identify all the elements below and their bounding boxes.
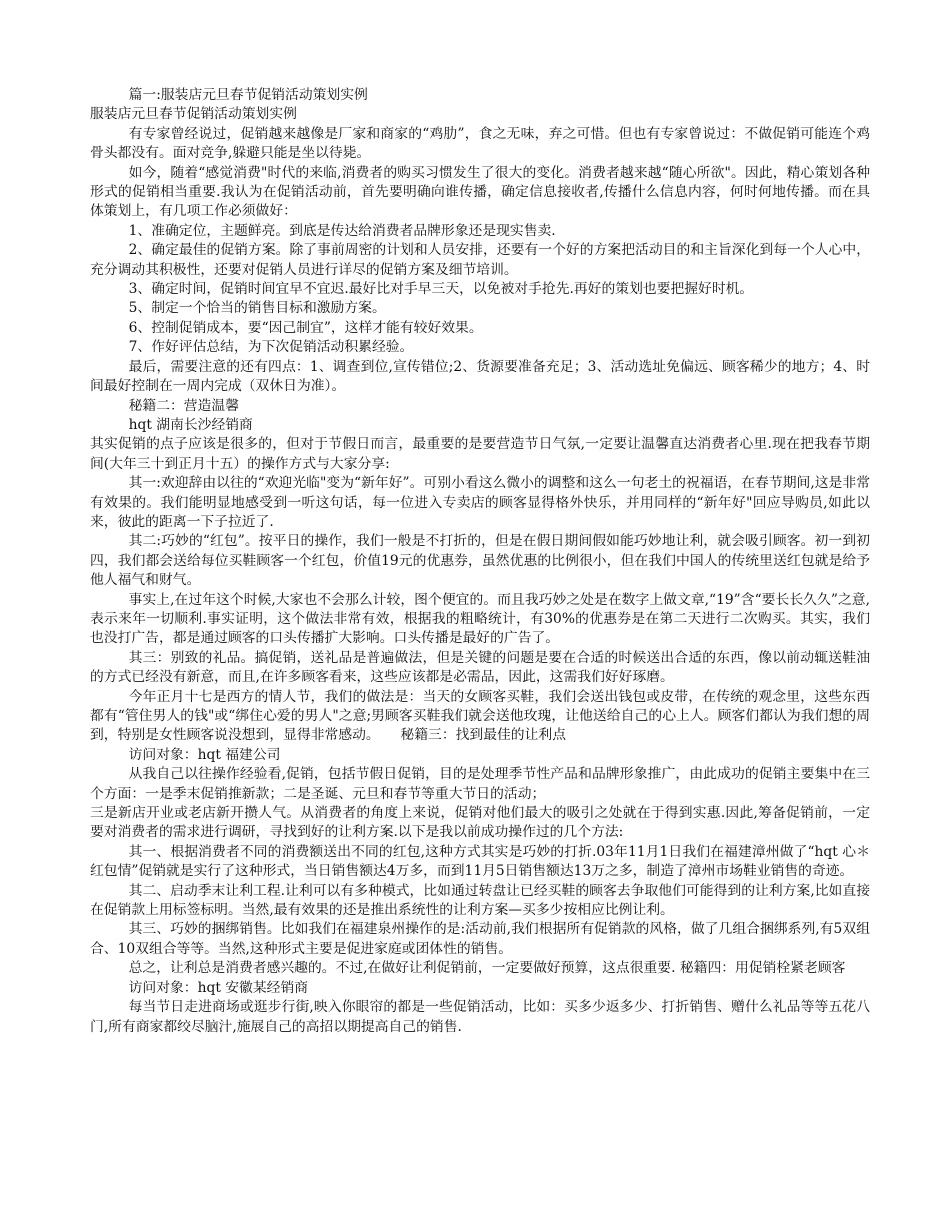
section-heading: 篇一:服装店元旦春节促销活动策划实例: [128, 87, 368, 103]
paragraph: 有专家曾经说过，促销越来越像是厂家和商家的“鸡肋”，食之无味，弃之可惜。但也有专家曾说过：不做促销可能连个鸡骨头都没有。面对竞争,躲避只能是坐以待毙。: [90, 125, 870, 162]
paragraph: 三是新店开业或老店新开攒人气。从消费者的角度上来说，促销对他们最大的吸引之处就在于得到实惠.因此,筹备促销前，一定要对消费者的需求进行调研，寻找到好的让利方案.以下是我以前成功操作过的几个方法:: [90, 805, 870, 841]
paragraph: 其三、巧妙的捆绑销售。比如我们在福建泉州操作的是:活动前,我们根据所有促销款的风格，做了几组合捆绑系列,有5双组合、10双组合等等。当然,这种形式主要是促进家庭或团体性的销售。: [90, 921, 870, 957]
list-item: 5、制定一个恰当的销售目标和激励方案。: [128, 300, 386, 317]
paragraph: 其二:巧妙的“红包”。按平日的操作，我们一般是不打折的，但是在假日期间假如能巧妙地让利，就会吸引顾客。初一到初四，我们都会送给每位买鞋顾客一个红包，价值19元的优惠券，虽然优惠的比例很小，但在我们中国人的传统里送红包就是给予他人福气和财气。: [90, 533, 870, 589]
paragraph: 其一、根据消费者不同的消费额送出不同的红包,这种方式其实是巧妙的打折.03年11月1日我们在福建漳州做了“hqt 心＊红包情”促销就是实行了这种形式，当日销售额达4万多，而到11月5日销售额达13万之多，制造了漳州市场鞋业销售的奇迹。: [90, 843, 870, 880]
paragraph: 从我自己以往操作经验看,促销，包括节假日促销，目的是处理季节性产品和品牌形象推广，由此成功的促销主要集中在三个方面：一是季末促销推新款；二是圣诞、元旦和春节等重大节日的活动；: [90, 766, 870, 802]
list-item: 6、控制促销成本，要“因己制宜”，这样才能有较好效果。: [128, 319, 483, 336]
paragraph: 最后，需要注意的还有四点：1、调查到位,宣传错位;2、货源要准备充足；3、活动选址免偏远、顾客稀少的地方；4、时间最好控制在一周内完成（双休日为准）。: [90, 358, 870, 395]
section-heading: 秘籍二：营造温馨: [128, 397, 239, 414]
paragraph: 今年正月十七是西方的情人节，我们的做法是：当天的女顾客买鞋，我们会送出钱包或皮带，在传统的观念里，这些东西都有“管住男人的钱"或“绑住心爱的男人"之意;男顾客买鞋我们就会送他玫瑰，让他送给自己的心上人。顾客们都认为我们想的周到，特别是女性顾客说没想到，显得非常感动。 秘籍三：找到最佳的让利点: [90, 688, 870, 744]
article-title: 服装店元旦春节促销活动策划实例: [90, 106, 297, 123]
paragraph: 其三：别致的礼品。搞促销，送礼品是普遍做法，但是关键的问题是要在合适的时候送出合适的东西，像以前动辄送鞋油的方式已经没有新意，而且,在许多顾客看来，这些应该都是必需品，因此，这需我们好好琢磨。: [90, 649, 870, 686]
paragraph: 如今，随着“感觉消费"时代的来临,消费者的购买习惯发生了很大的变化。消费者越来越“随心所欲"。因此，精心策划各种形式的促销相当重要.我认为在促销活动前，首先要明确向谁传播，确定信息接收者,传播什么信息内容，何时何地传播。而在具体策划上，有几项工作必须做好：: [90, 164, 870, 220]
paragraph: 其实促销的点子应该是很多的，但对于节假日而言，最重要的是要营造节日气氛,一定要让温馨直达消费者心里.现在把我春节期间(大年三十到正月十五）的操作方式与大家分享:: [90, 436, 870, 472]
interviewee-line: hqt 湖南长沙经销商: [128, 416, 253, 433]
list-item: 1、准确定位，主题鲜亮。到底是传达给消费者品牌形象还是现实售卖.: [128, 222, 556, 239]
paragraph: 其二、启动季末让利工程.让利可以有多种模式，比如通过转盘让已经买鞋的顾客去争取他们可能得到的让利方案,比如直接在促销款上用标签标明。当然,最有效果的还是推出系统性的让利方案—买多少按相应比例让利。: [90, 882, 870, 919]
paragraph: 其一:欢迎辞由以往的“欢迎光临"变为“新年好”。可别小看这么微小的调整和这么一句老土的祝福语，在春节期间,这是非常有效果的。我们能明显地感受到一听这句话，每一位进入专卖店的顾客显得格外快乐，并用同样的“新年好"回应导购员,如此以来，彼此的距离一下子拉近了.: [90, 475, 870, 530]
paragraph: 总之，让利总是消费者感兴趣的。不过,在做好让利促销前，一定要做好预算，这点很重要. 秘籍四：用促销栓紧老顾客: [128, 960, 846, 977]
list-item: 2、确定最佳的促销方案。除了事前周密的计划和人员安排，还要有一个好的方案把活动目的和主旨深化到每一个人心中，充分调动其积极性，还要对促销人员进行详尽的促销方案及细节培训。: [90, 242, 870, 278]
list-item: 3、确定时间，促销时间宜早不宜迟.最好比对手早三天，以免被对手抢先.再好的策划也要把握好时机。: [128, 281, 754, 298]
paragraph: 每当节日走进商场或逛步行街,映入你眼帘的都是一些促销活动，比如：买多少返多少、打折销售、赠什么礼品等等五花八门,所有商家都绞尽脑汁,施展自己的高招以期提高自己的销售.: [90, 999, 870, 1035]
document-body: [90, 86, 870, 1037]
list-item: 7、作好评估总结，为下次促销活动积累经验。: [128, 339, 414, 356]
interviewee-line: 访问对象：hqt 安徽某经销商: [128, 979, 309, 996]
paragraph: 事实上,在过年这个时候,大家也不会那么计较，图个便宜的。而且我巧妙之处是在数字上做文章,“19”含“要长长久久”之意,表示来年一切顺利.事实证明，这个做法非常有效，根据我的粗略统计，有30%的优惠券是在第二天进行二次购买。其实，我们也没打广告，都是通过顾客的口头传播扩大影响。口头传播是最好的广告了。: [90, 591, 870, 647]
interviewee-line: 访问对象：hqt 福建公司: [128, 746, 281, 763]
